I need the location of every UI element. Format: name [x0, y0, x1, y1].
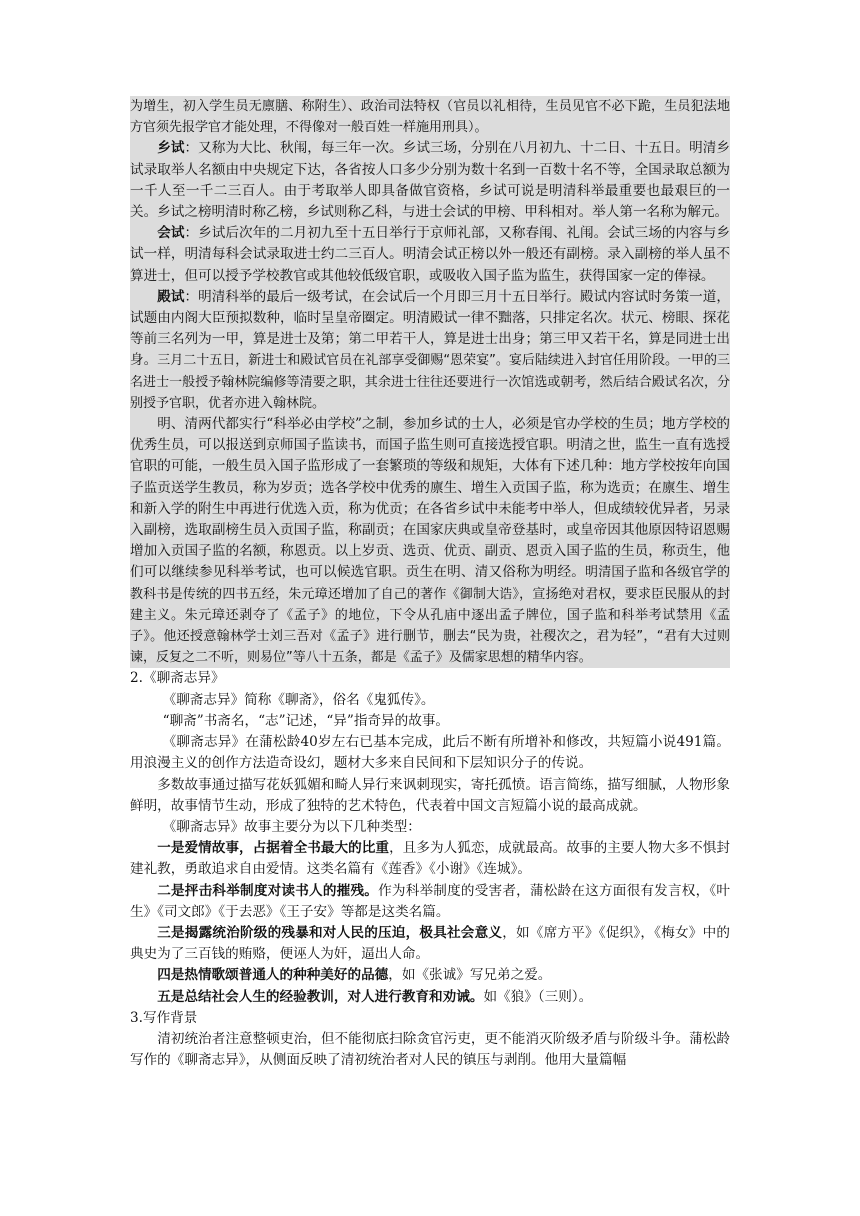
liaozhai-type-2 [130, 881, 730, 923]
paragraph-huishi [130, 223, 730, 287]
type-5-bold: 五是总结社会人生的经验教训，对人进行教育和劝诫。 [157, 988, 484, 1005]
paragraph-xiangshi [130, 138, 730, 223]
paragraph-privileges: 为增生，初入学生员无廪膳、称附生）、政治司法特权（官员以礼相待，生员见官不必下跪，生员犯法地方官须先报学官才能处理，不得像对一般百姓一样施用刑具）。 [130, 99, 730, 136]
background-p1: 清初统治者注意整顿吏治，但不能彻底扫除贪官污吏，更不能消灭阶级矛盾与阶级斗争。蒲松龄写作的《聊斋志异》，从侧面反映了清初统治者对人民的镇压与剥削。他用大量篇幅 [130, 1030, 730, 1069]
type-3-text: ，如《席方平》《促织》，《梅女》中的典史为了三百钱的贿赂，便诬人为奸，逼出人命。 [130, 924, 730, 963]
huishi-text: ：乡试后次年的二月初九至十五日举行于京师礼部，又称春闱、礼闱。会试三场的内容与乡试一样，明清每科会试录取进士约二三百人。明清会试正榜以外一般还有副榜。录入副榜的举人虽不算进士，但可以授予学校教官或其他较低级官职，或吸收入国子监为监生，获得国家一定的俸禄。 [130, 225, 730, 284]
xiangshi-text: ：又称为大比、秋闱，每三年一次。乡试三场，分别在八月初九、十二日、十五日。明清乡试录取举人名额由中央规定下达，各省按人口多少分别为数十名到一百数十名不等，全国录取总额为一千人至一千二三百人。由于考取举人即具备做官资格，乡试可说是明清科举最重要也最艰巨的一关。乡试之榜明清时称乙榜，乡试则称乙科，与进士会试的甲榜、甲科相对。举人第一名称为解元。 [130, 140, 730, 221]
term-huishi: 会试 [157, 225, 185, 242]
type-2-text: 作为科举制度的受害者，蒲松龄在这方面很有发言权，《叶生》《司文郎》《于去恶》《王子安》等都是这类名篇。 [130, 882, 731, 920]
liaozhai-p3: 《聊斋志异》在蒲松龄40岁左右已基本完成，此后不断有所增补和修改，共短篇小说491篇。用浪漫主义的创作方法造奇设幻，题材大多来自民间和下层知识分子的传说。 [130, 734, 730, 772]
paragraph-guozijian [130, 414, 730, 668]
section-2-heading: 2.《聊斋志异》 [130, 670, 225, 687]
section-3-heading: 3.写作背景 [130, 1009, 198, 1026]
liaozhai-type-5 [130, 987, 730, 1008]
liaozhai-type-3 [130, 923, 730, 965]
term-xiangshi: 乡试 [157, 140, 185, 157]
document-page [130, 96, 730, 1071]
highlighted-block [130, 96, 730, 668]
type-4-bold: 四是热情歌颂普通人的种种美好的品德 [157, 967, 389, 984]
paragraph-dianshi [130, 287, 730, 414]
type-3-bold: 三是揭露统治阶级的残暴和对人民的压迫，极具社会意义 [157, 924, 503, 941]
guozijian-text: 明、清两代都实行“科举必由学校”之制，参加乡试的士人，必须是官办学校的生员；地方学校的优秀生员，可以报送到京师国子监读书，而国子监生则可直接选授官职。明清之世，监生一直有选授官职的可能，一般生员入国子监形成了一套繁琐的等级和规矩，大体有下述几种：地方学校按年向国子监贡送学生教员，称为岁贡；选各学校中优秀的廪生、增生入贡国子监，称为选贡；在廪生、增生和新入学的附生中再进行优选入贡，称为优贡；在各省乡试中未能考中举人，但成绩较优异者，另录入副榜，选取副榜生员入贡国子监，称副贡；在国家庆典或皇帝登基时，或皇帝因其他原因特诏恩赐增加入贡国子监的名额，称恩贡。以上岁贡、选贡、优贡、副贡、恩贡入国子监的生员，称贡生，他们可以继续参见科举考试，也可以候选官职。贡生在明、清又俗称为明经。 [130, 416, 730, 581]
liaozhai-p1: 《聊斋志异》简称《聊斋》，俗名《鬼狐传》。 [162, 691, 435, 708]
dianshi-text-kai: 三月二十五日，新进士和殿试官员在礼部享受御赐“恩荣宴”。宴后陆续进入封官任用阶段。一甲的三名进士一般授予翰林院编修等清要之职，其余进士往往还要进行一次馆选或朝考，然后结合殿试名次，分别授予官职，优者亦进入翰林院。 [130, 353, 730, 411]
type-2-bold: 二是抨击科举制度对读书人的摧残。 [157, 882, 379, 899]
liaozhai-type-1 [130, 838, 730, 880]
liaozhai-type-4 [130, 965, 730, 986]
type-4-text: ，如《张诚》写兄弟之爱。 [388, 967, 552, 984]
type-1-text: ，且多为人狐恋，成就最高。故事的主要人物大多不惧封建礼教，勇敢追求自由爱情。这类名篇有《莲香》《小谢》《连城》。 [130, 840, 731, 878]
term-dianshi: 殿试 [157, 288, 185, 305]
liaozhai-p4: 多数故事通过描写花妖狐媚和畸人异行来讽刺现实，寄托孤愤。语言简练，描写细腻，人物形象鲜明，故事情节生动，形成了独特的艺术特色，代表着中国文言短篇小说的最高成就。 [130, 776, 730, 814]
liaozhai-p5: 《聊斋志异》故事主要分为以下几种类型： [162, 818, 421, 835]
guozijian-text-kai: 明清国子监和各级官学的教科书是传统的四书五经，朱元璋还增加了自己的著作《御制大诰》，宣扬绝对君权，要求臣民服从的封建主义。朱元璋还剥夺了《孟子》的地位，下令从孔庙中逐出孟子牌位，国子监和科举考试禁用《孟子》。他还授意翰林学士刘三吾对《孟子》进行删节，删去“民为贵，社稷次之，君为轻”，“君有大过则谏，反复之二不听，则易位”等八十五条，都是《孟子》及儒家思想的精华内容。 [130, 565, 730, 666]
dianshi-text: ：明清科举的最后一级考试，在会试后一个月即三月十五日举行。殿试内容试时务策一道，试题由内阁大臣预拟数种，临时呈皇帝圈定。明清殿试一律不黜落，只排定名次。状元、榜眼、探花等前三名列为一甲，算是进士及第；第二甲若干人，算是进士出身；第三甲又若干名，算是同进士出身。 [130, 288, 730, 369]
liaozhai-p2: “聊斋”书斋名，“志”记述，“异”指奇异的故事。 [162, 712, 450, 729]
type-1-bold: 一是爱情故事，占据着全书最大的比重 [157, 840, 390, 857]
type-5-text: 如《狼》（三则）。 [483, 988, 593, 1005]
